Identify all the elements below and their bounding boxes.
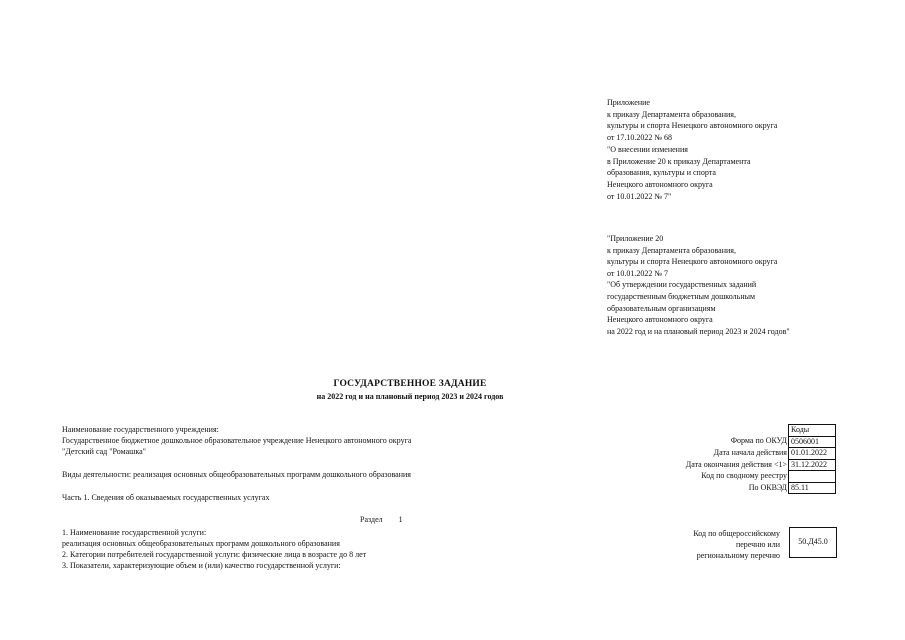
codes-value-start-date: 01.01.2022 bbox=[789, 448, 836, 460]
codes-value-registry bbox=[789, 471, 836, 483]
document-title-block bbox=[0, 378, 820, 403]
appendix-line: Ненецкого автономного округа bbox=[607, 315, 713, 325]
table-row bbox=[789, 425, 836, 437]
codes-header: Коды bbox=[789, 425, 836, 437]
codes-table bbox=[788, 424, 836, 494]
appendix-line: к приказу Департамента образования, bbox=[607, 109, 736, 119]
section-heading bbox=[360, 515, 403, 525]
appendix-line: "Об утверждении государственных заданий bbox=[607, 280, 757, 290]
appendix-line: в Приложение 20 к приказу Департамента bbox=[607, 156, 751, 166]
codes-label-okud: Форма по ОКУД bbox=[730, 436, 787, 445]
item-1-label: 1. Наименование государственной услуги: bbox=[62, 528, 207, 537]
table-row bbox=[789, 436, 836, 448]
appendix-line: Ненецкого автономного округа bbox=[607, 179, 713, 189]
document-subtitle: на 2022 год и на плановый период 2023 и 2024 годов bbox=[316, 392, 504, 402]
activity-type: Виды деятельности: реализация основных общеобразовательных программ дошкольного образования bbox=[62, 470, 411, 479]
registry-label-line2: перечню или bbox=[735, 540, 780, 549]
appendix-line: от 10.01.2022 № 7" bbox=[607, 191, 672, 201]
appendix-line: Приложение bbox=[607, 98, 650, 107]
codes-value-end-date: 31.12.2022 bbox=[789, 459, 836, 471]
codes-label-end-date: Дата окончания действия <1> bbox=[685, 460, 787, 469]
appendix-line: "О внесении изменения bbox=[607, 144, 688, 154]
item-2: 2. Категории потребителей государственной услуги: физические лица в возрасте до 8 лет bbox=[62, 550, 367, 559]
codes-label-okved: По ОКВЭД bbox=[748, 483, 787, 492]
section-label: Раздел bbox=[360, 515, 383, 524]
document-title: ГОСУДАРСТВЕННОЕ ЗАДАНИЕ bbox=[333, 379, 487, 389]
appendix-line: к приказу Департамента образования, bbox=[607, 245, 736, 255]
item-1-value: реализация основных общеобразовательных программ дошкольного образования bbox=[62, 539, 340, 548]
appendix-header-current bbox=[607, 97, 777, 202]
institution-name-line1: Государственное бюджетное дошкольное образовательное учреждение Ненецкого автономного округа bbox=[62, 436, 412, 445]
part-heading: Часть 1. Сведения об оказываемых государственных услугах bbox=[62, 493, 270, 502]
appendix-line: культуры и спорта Ненецкого автономного округа bbox=[607, 257, 778, 267]
registry-code: 50.Д45.0 bbox=[798, 537, 828, 547]
item-3: 3. Показатели, характеризующие объем и (или) качество государственной услуги: bbox=[62, 561, 341, 570]
table-row bbox=[789, 448, 836, 460]
table-row bbox=[789, 471, 836, 483]
section-number: 1 bbox=[398, 515, 403, 524]
appendix-header-original bbox=[607, 233, 790, 337]
appendix-line: образовательным организациям bbox=[607, 303, 716, 313]
appendix-line: "Приложение 20 bbox=[607, 234, 664, 243]
registry-code-box bbox=[789, 527, 837, 558]
appendix-line: государственным бюджетным дошкольным bbox=[607, 291, 756, 301]
institution-name-line2: "Детский сад "Ромашка" bbox=[62, 447, 146, 456]
codes-value-okud: 0506001 bbox=[789, 436, 836, 448]
codes-label-start-date: Дата начала действия bbox=[713, 448, 787, 457]
appendix-line: образования, культуры и спорта bbox=[607, 168, 716, 178]
table-row bbox=[789, 459, 836, 471]
appendix-line: от 17.10.2022 № 68 bbox=[607, 133, 673, 143]
registry-label-line1: Код по общероссийскому bbox=[693, 529, 780, 538]
table-row bbox=[789, 482, 836, 494]
registry-label-line3: региональному перечню bbox=[696, 551, 780, 560]
appendix-line: культуры и спорта Ненецкого автономного округа bbox=[607, 121, 778, 131]
appendix-line: на 2022 год и на плановый период 2023 и 2024 годов" bbox=[607, 326, 790, 336]
institution-label: Наименование государственного учреждения: bbox=[62, 425, 219, 434]
codes-value-okved: 85.11 bbox=[789, 482, 836, 494]
codes-label-registry: Код по сводному реестру bbox=[701, 471, 787, 480]
appendix-line: от 10.01.2022 № 7 bbox=[607, 268, 669, 278]
